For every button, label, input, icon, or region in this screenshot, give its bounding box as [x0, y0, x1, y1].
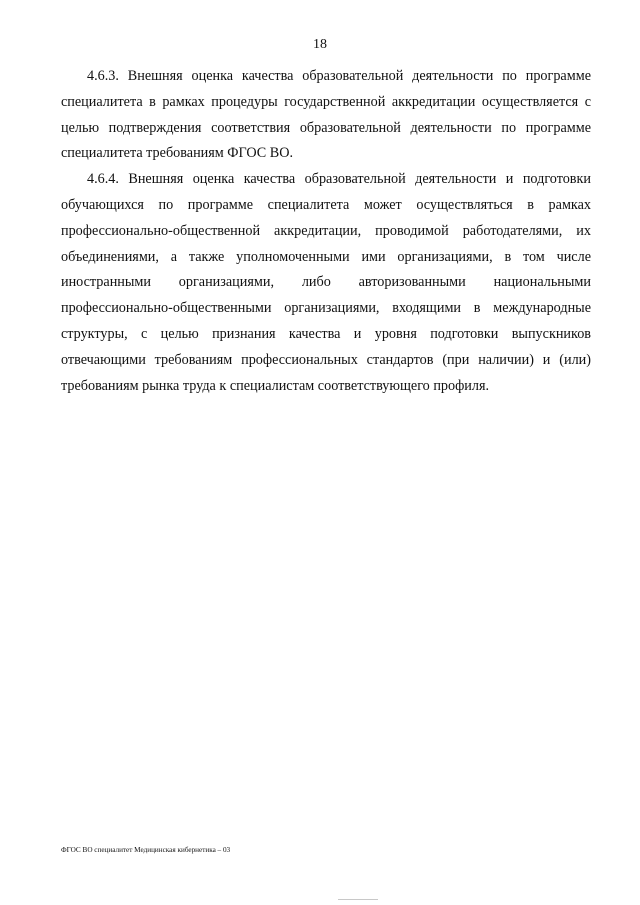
paragraph-4-6-4: 4.6.4. Внешняя оценка качества образовательной деятельности и подготовки обучающихся по программе специалитета может осуществляться в рамках профессионально-общественной аккредитации, проводимой работодателями, их объединениями, а также уполномоченными ими организациями, в том числе иностранными организациями, либо авторизованными национальными профессионально-общественными организациями, входящими в международные структуры, с целью признания качества и уровня подготовки выпускников отвечающими требованиям профессиональных стандартов (при наличии) и (или) требованиям рынка труда к специалистам соответствующего профиля.	[61, 171, 591, 394]
body-text	[61, 64, 591, 399]
page-number: 18	[313, 37, 327, 52]
paragraph-4-6-3: 4.6.3. Внешняя оценка качества образовательной деятельности по программе специалитета в рамках процедуры государственной аккредитации осуществляется с целью подтверждения соответствия образовательной деятельности по программе специалитета требованиям ФГОС ВО.	[61, 68, 591, 162]
page-footer: ФГОС ВО специалитет Медицинская кибернетика – 03	[61, 846, 231, 854]
scan-artifact-line	[338, 899, 378, 900]
